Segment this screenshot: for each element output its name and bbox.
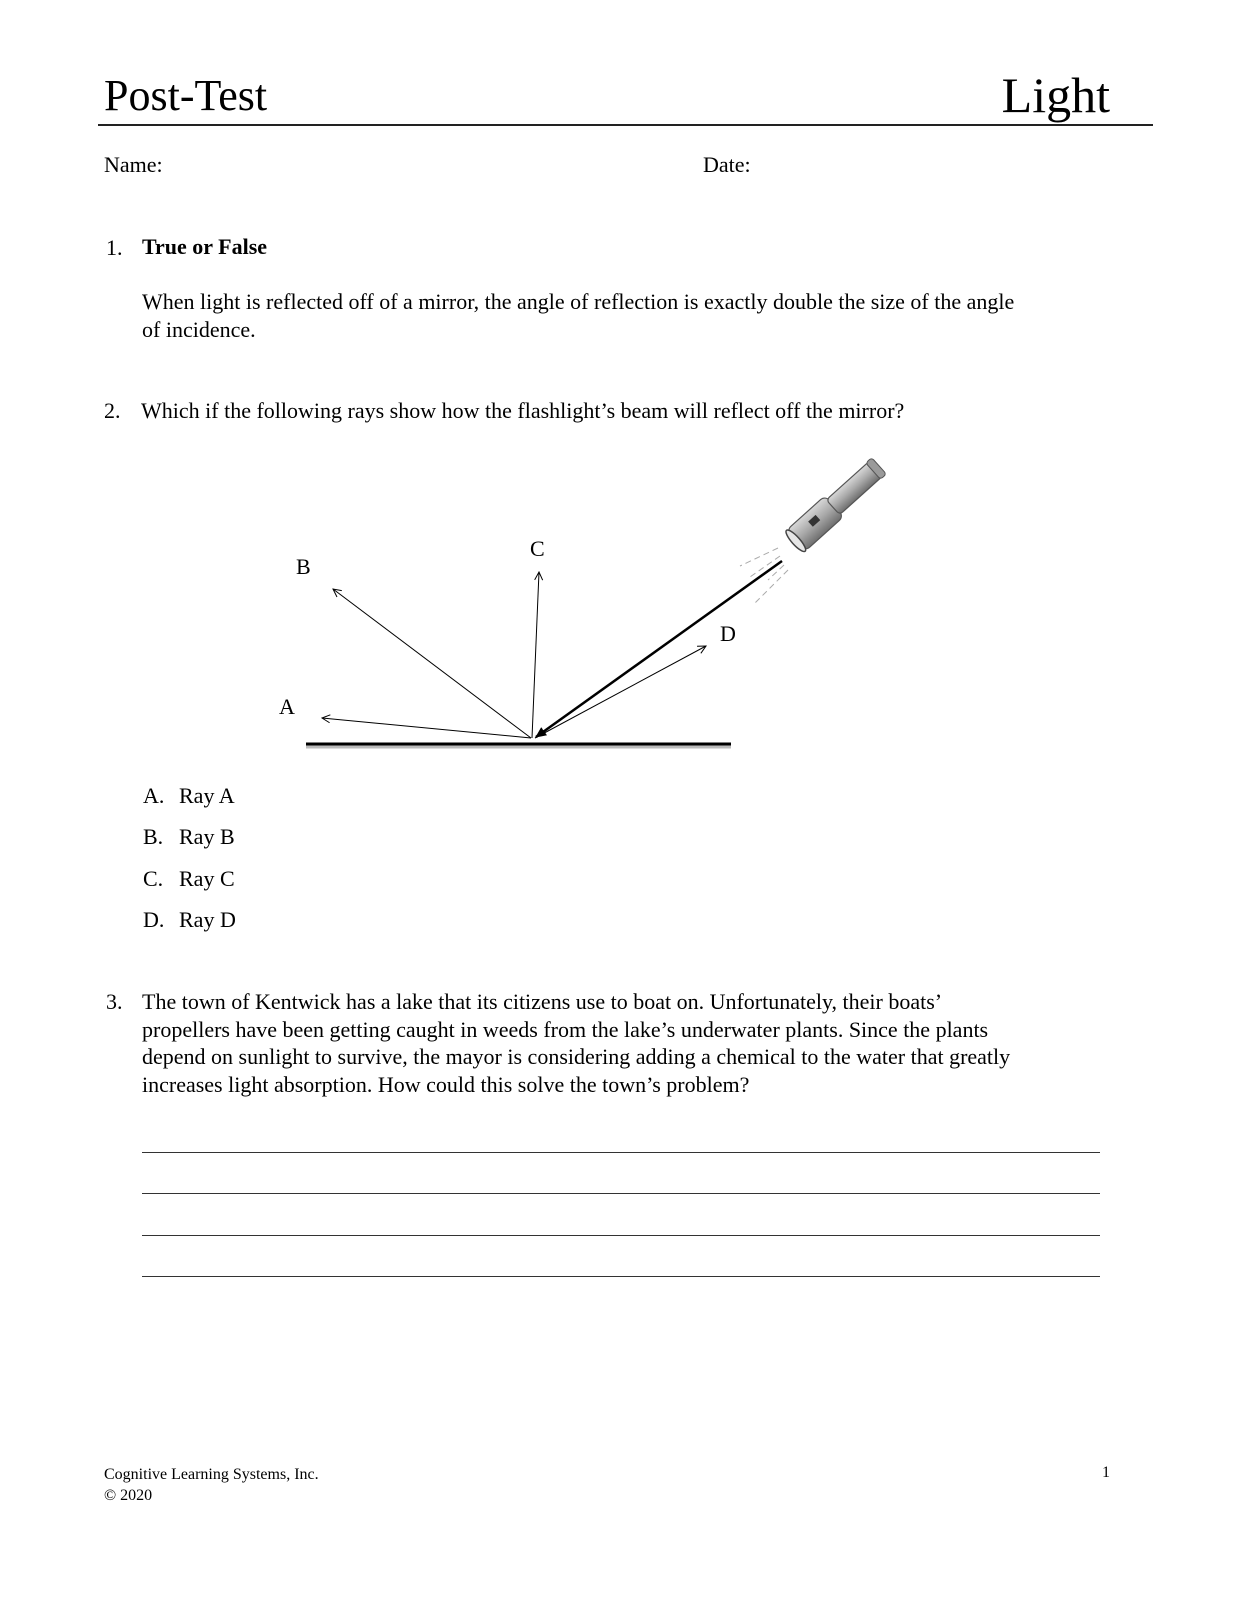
choice-label: Ray A bbox=[179, 783, 235, 808]
ray-d-label: D bbox=[720, 621, 736, 646]
question-3-line-2: propellers have been getting caught in weeds from the lake’s underwater plants. Since the plants bbox=[142, 1017, 989, 1042]
footer-company: Cognitive Learning Systems, Inc. bbox=[104, 1466, 319, 1483]
choice-d[interactable] bbox=[143, 907, 236, 933]
question-1-number: 1. bbox=[106, 235, 123, 260]
answer-line-2[interactable] bbox=[142, 1193, 1100, 1194]
ray-a-label: A bbox=[279, 694, 295, 719]
ray-c-label: C bbox=[530, 536, 545, 561]
ray-a bbox=[322, 718, 531, 738]
ray-b-label: B bbox=[296, 554, 311, 579]
question-3-line-1: The town of Kentwick has a lake that its citizens use to boat on. Unfortunately, their boats’ bbox=[142, 989, 943, 1014]
choice-label: Ray C bbox=[179, 866, 235, 891]
subject-title: Light bbox=[1001, 67, 1110, 123]
choice-c[interactable] bbox=[143, 866, 235, 892]
light-glow bbox=[740, 548, 788, 604]
page-number: 1 bbox=[1102, 1464, 1110, 1481]
question-2-text: Which if the following rays show how the flashlight’s beam will reflect off the mirror? bbox=[141, 398, 905, 423]
choice-letter: A. bbox=[143, 783, 165, 808]
ray-b bbox=[333, 589, 531, 738]
question-2-number: 2. bbox=[104, 398, 121, 423]
choice-letter: B. bbox=[143, 824, 164, 849]
choice-letter: C. bbox=[143, 866, 164, 891]
question-1-text-line-1: When light is reflected off of a mirror, the angle of reflection is exactly double the size of the angle bbox=[142, 289, 1015, 314]
choice-label: Ray B bbox=[179, 824, 235, 849]
question-3-line-4: increases light absorption. How could this solve the town’s problem? bbox=[142, 1072, 750, 1097]
choice-a[interactable] bbox=[143, 783, 235, 809]
question-1-text-line-2: of incidence. bbox=[142, 317, 256, 342]
incident-beam bbox=[536, 561, 782, 737]
mirror-surface bbox=[306, 744, 731, 746]
name-label: Name: bbox=[104, 152, 163, 177]
answer-line-3[interactable] bbox=[142, 1235, 1100, 1236]
date-label: Date: bbox=[703, 152, 751, 177]
page-title: Post-Test bbox=[104, 71, 268, 120]
ray-c bbox=[532, 572, 539, 738]
choice-letter: D. bbox=[143, 907, 165, 932]
ray-d bbox=[535, 646, 706, 738]
choice-label: Ray D bbox=[179, 907, 236, 932]
answer-line-4[interactable] bbox=[142, 1276, 1100, 1277]
footer-copyright: © 2020 bbox=[104, 1487, 153, 1504]
choice-b[interactable] bbox=[143, 824, 235, 850]
flashlight-icon bbox=[783, 455, 888, 553]
question-3-line-3: depend on sunlight to survive, the mayor is considering adding a chemical to the water that greatly bbox=[142, 1044, 1011, 1069]
question-1-heading: True or False bbox=[142, 234, 268, 259]
question-3-number: 3. bbox=[106, 989, 123, 1014]
answer-line-1[interactable] bbox=[142, 1152, 1100, 1153]
